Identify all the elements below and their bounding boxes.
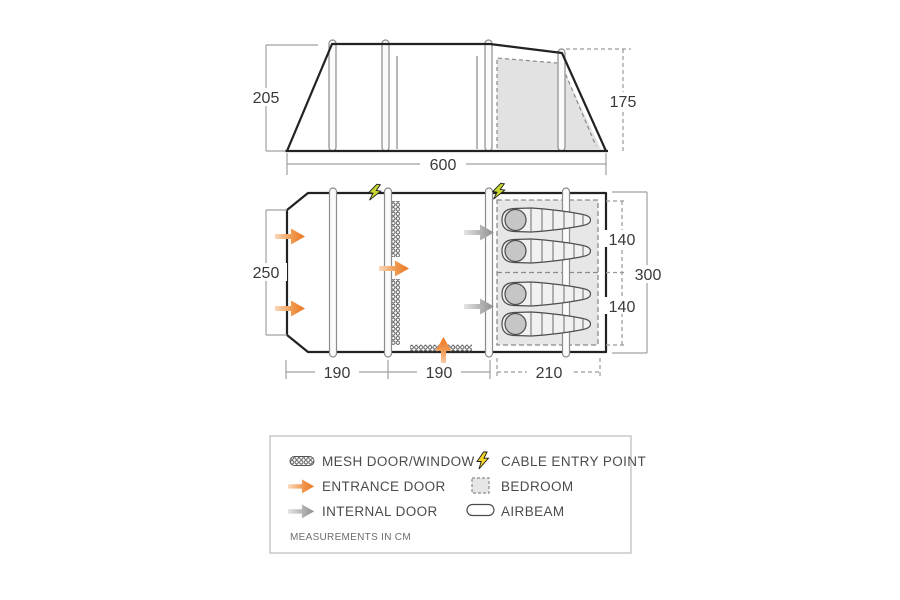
airbeam-icon <box>467 505 494 516</box>
legend-internal-label: INTERNAL DOOR <box>322 504 438 519</box>
airbeam-pole <box>330 188 337 357</box>
legend-units-note: MEASUREMENTS IN CM <box>290 532 411 543</box>
mesh-door-strip <box>392 279 400 345</box>
airbeam-pole <box>329 40 336 151</box>
airbeam-pole <box>485 40 492 151</box>
dim-bedroom2-depth-label: 140 <box>608 299 636 316</box>
mesh-door-strip <box>392 201 400 257</box>
side-elevation <box>245 40 644 175</box>
dim-zone1-label: 190 <box>323 365 351 382</box>
dim-overall-depth-label: 300 <box>634 267 662 284</box>
dim-140-brackets <box>606 201 627 345</box>
legend-mesh-label: MESH DOOR/WINDOW <box>322 454 475 469</box>
airbeam-pole <box>382 40 389 151</box>
mesh-icon <box>290 457 314 466</box>
legend-airbeam-label: AIRBEAM <box>501 504 565 519</box>
dim-rear-height-label: 175 <box>609 94 637 111</box>
airbeam-pole <box>558 49 565 151</box>
dim-front-width-label: 250 <box>252 265 280 282</box>
floor-plan <box>245 182 669 382</box>
airbeam-pole <box>385 188 392 357</box>
dim-bedroom1-depth-label: 140 <box>608 232 636 249</box>
legend-box <box>270 436 646 553</box>
dim-zone2-label: 190 <box>425 365 453 382</box>
legend-cable-label: CABLE ENTRY POINT <box>501 454 647 469</box>
legend-entrance-label: ENTRANCE DOOR <box>322 479 446 494</box>
bedroom-swatch-icon <box>472 478 489 493</box>
airbeam-pole <box>486 188 493 357</box>
dim-length-label: 600 <box>429 157 457 174</box>
dim-front-height-label: 205 <box>252 90 280 107</box>
dim-bedroom-length-label: 210 <box>535 365 563 382</box>
legend-bedroom-label: BEDROOM <box>501 479 574 494</box>
